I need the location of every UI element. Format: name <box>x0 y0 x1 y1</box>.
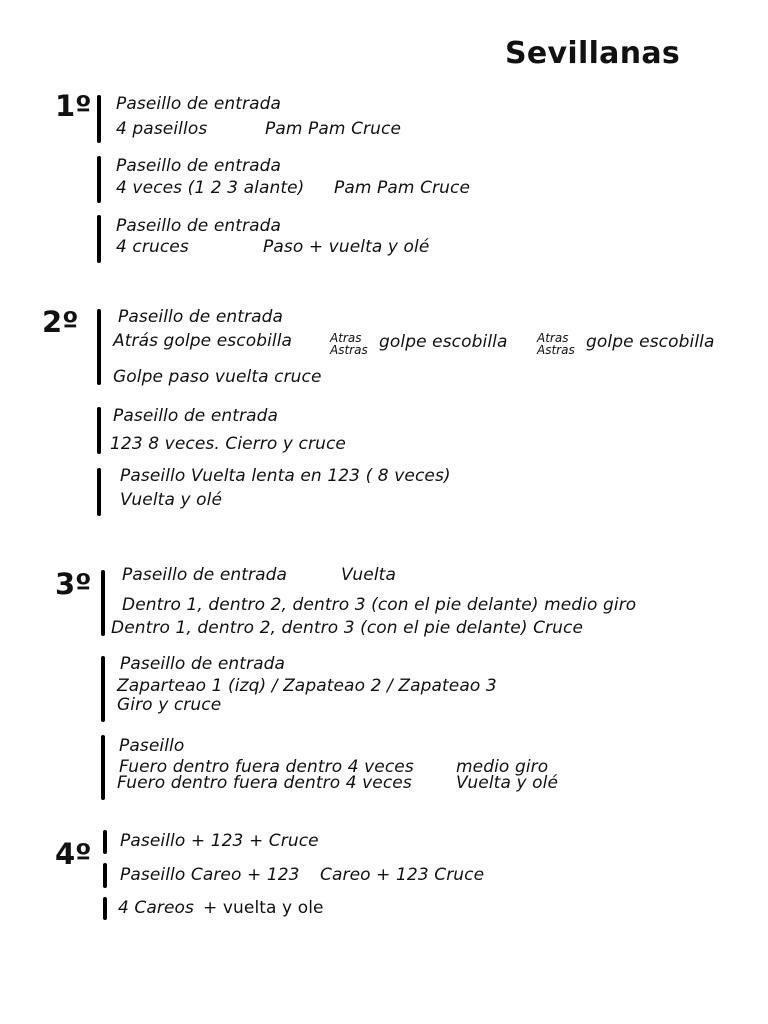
block-line: Pam Pam Cruce <box>265 119 402 139</box>
block-line: Paseillo de entrada <box>113 406 279 426</box>
block-line: Vuelta y olé <box>120 490 223 510</box>
block-line: Giro y cruce <box>117 695 222 715</box>
block-line: Fuero dentro fuera dentro 4 veces <box>117 773 412 793</box>
block-line: Paseillo de entrada <box>118 307 284 327</box>
block-line: Dentro 1, dentro 2, dentro 3 (con el pie delante) medio giro <box>122 595 637 615</box>
page-title: Sevillanas <box>505 36 681 71</box>
block-line: Paseillo de entrada <box>120 654 286 674</box>
block-line: 4 veces (1 2 3 alante) <box>116 178 305 198</box>
block-line: golpe escobilla <box>586 332 715 352</box>
block-bar <box>97 309 101 385</box>
stacked-top: Atras <box>330 331 362 345</box>
block-line: Vuelta <box>341 565 396 585</box>
block-bar <box>97 95 101 143</box>
block-bar <box>103 830 107 854</box>
block-line: Paseillo <box>119 736 185 756</box>
block-bar <box>101 735 105 800</box>
block-line: Paseillo de entrada <box>116 216 282 236</box>
block-line: Zaparteao 1 (izq) / Zapateao 2 / Zapateao 3 <box>117 676 497 696</box>
section-number: 1º <box>55 89 92 123</box>
block-line: Paseillo Careo + 123 <box>120 865 300 885</box>
section-number: 2º <box>42 305 79 339</box>
block-bar <box>101 656 105 722</box>
section-number: 3º <box>55 567 92 601</box>
block-line: Pam Pam Cruce <box>334 178 471 198</box>
stacked-bottom: Astras <box>537 343 575 357</box>
block-line: Paso + vuelta y olé <box>263 237 430 257</box>
block-line: Atrás golpe escobilla <box>113 331 293 351</box>
block-line: Dentro 1, dentro 2, dentro 3 (con el pie delante) Cruce <box>111 618 584 638</box>
block-line: Vuelta y olé <box>456 773 559 793</box>
stacked-annotation <box>537 332 575 356</box>
stacked-top: Atras <box>537 331 569 345</box>
block-line: 4 paseillos <box>116 119 208 139</box>
section-number: 4º <box>55 837 92 871</box>
block-bar <box>97 468 101 516</box>
block-bar <box>97 407 101 454</box>
block-line: 4 Careos <box>118 898 195 918</box>
block-line: Paseillo Vuelta lenta en 123 ( 8 veces) <box>120 466 451 486</box>
block-line: 4 cruces <box>116 237 189 257</box>
block-bar <box>101 570 105 636</box>
block-line: Golpe paso vuelta cruce <box>113 367 322 387</box>
block-bar <box>97 156 101 203</box>
block-bar <box>103 897 107 920</box>
stacked-annotation <box>330 332 368 356</box>
block-bar <box>103 863 107 888</box>
block-line: Paseillo + 123 + Cruce <box>120 831 319 851</box>
block-line: medio giro <box>456 757 549 777</box>
block-bar <box>97 215 101 263</box>
block-line: Paseillo de entrada <box>122 565 288 585</box>
block-line: 123 8 veces. Cierro y cruce <box>110 434 346 454</box>
block-line: Careo + 123 Cruce <box>320 865 485 885</box>
block-line: golpe escobilla <box>379 332 508 352</box>
stacked-bottom: Astras <box>330 343 368 357</box>
block-line: Paseillo de entrada <box>116 156 282 176</box>
block-line: Paseillo de entrada <box>116 94 282 114</box>
block-line: + vuelta y ole <box>203 898 324 918</box>
block-line: Fuero dentro fuera dentro 4 veces <box>119 757 414 777</box>
